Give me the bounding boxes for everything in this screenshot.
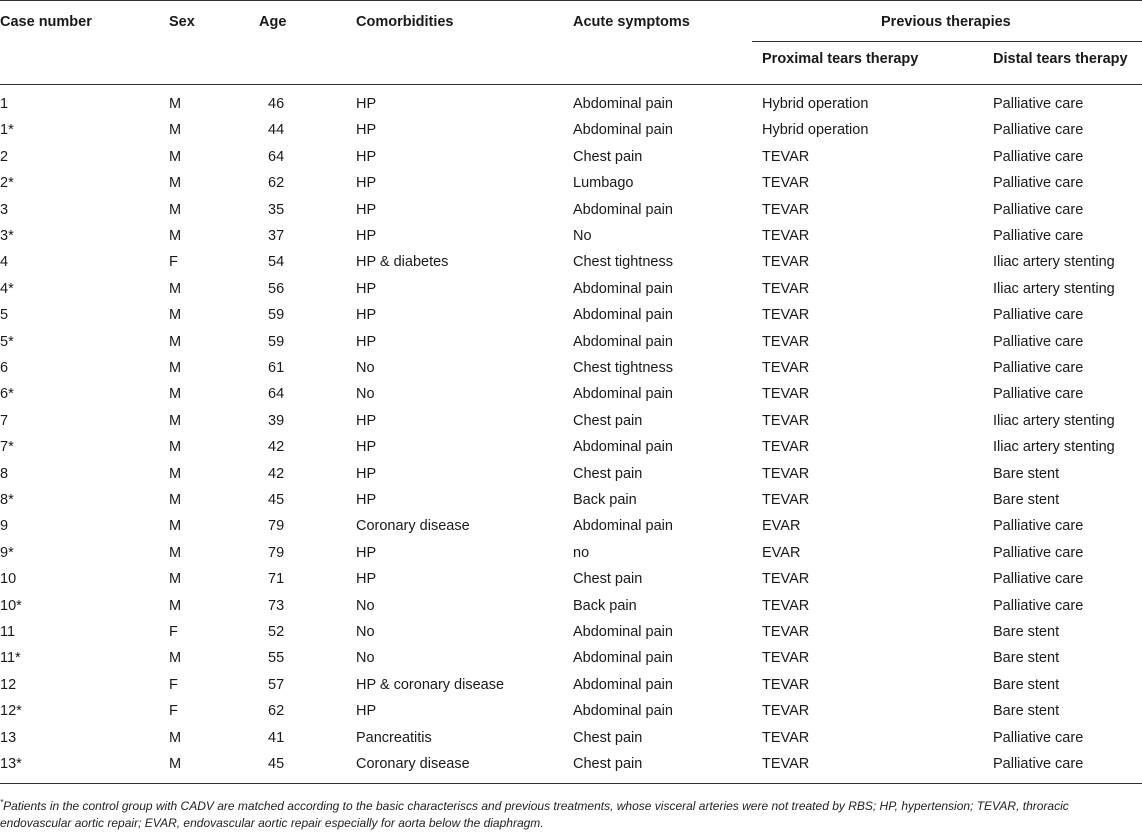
cell-comorbidities: HP [356, 703, 377, 720]
cell-case-number: 5 [0, 307, 9, 324]
cell-proximal-therapy: EVAR [762, 544, 801, 561]
cell-acute-symptoms: Chest pain [573, 148, 643, 165]
cell-proximal-therapy: TEVAR [762, 650, 810, 667]
cell-age: 45 [268, 756, 285, 772]
cell-distal-therapy: Bare stent [993, 492, 1060, 508]
cell-case-number: 11 [0, 624, 16, 640]
header-previous-therapies: Previous therapies [881, 14, 1011, 30]
cell-comorbidities: HP [356, 122, 377, 139]
cell-acute-symptoms: Abdominal pain [573, 96, 673, 112]
cell-distal-therapy: Palliative care [993, 122, 1084, 139]
header-case-number: Case number [0, 14, 92, 30]
cell-distal-therapy: Palliative care [993, 386, 1084, 403]
cell-case-number: 3* [0, 228, 14, 244]
header-distal-therapy: Distal tears therapy [993, 51, 1128, 67]
top-rule [0, 0, 1142, 1]
cell-age: 62 [268, 175, 285, 192]
cell-sex: M [169, 571, 182, 588]
cell-acute-symptoms: Back pain [573, 492, 637, 508]
cell-comorbidities: HP [356, 307, 377, 324]
cell-case-number: 2* [0, 175, 14, 192]
cell-sex: M [169, 439, 182, 456]
cell-comorbidities: HP [356, 412, 377, 429]
cell-age: 55 [268, 650, 285, 667]
cell-age: 79 [268, 544, 285, 561]
cell-case-number: 1* [0, 122, 14, 139]
cell-age: 39 [268, 412, 285, 429]
cell-distal-therapy: Palliative care [993, 96, 1084, 112]
cell-case-number: 6 [0, 360, 9, 376]
cell-proximal-therapy: Hybrid operation [762, 122, 869, 139]
cell-proximal-therapy: EVAR [762, 518, 801, 535]
cell-proximal-therapy: TEVAR [762, 360, 810, 376]
cell-distal-therapy: Iliac artery stenting [993, 280, 1115, 297]
cell-sex: M [169, 465, 182, 482]
cell-sex: M [169, 96, 182, 112]
cell-proximal-therapy: TEVAR [762, 597, 810, 614]
cell-case-number: 13* [0, 756, 22, 772]
cell-proximal-therapy: TEVAR [762, 280, 810, 297]
cell-distal-therapy: Bare stent [993, 703, 1060, 720]
cell-case-number: 2 [0, 148, 9, 165]
cell-age: 57 [268, 676, 285, 693]
header-rule [0, 84, 1142, 85]
cell-proximal-therapy: TEVAR [762, 465, 810, 482]
cell-distal-therapy: Palliative care [993, 544, 1084, 561]
cell-sex: M [169, 756, 182, 772]
cell-proximal-therapy: TEVAR [762, 386, 810, 403]
cell-case-number: 10 [0, 571, 17, 588]
cell-distal-therapy: Iliac artery stenting [993, 412, 1115, 429]
cell-comorbidities: HP [356, 228, 377, 244]
cell-sex: F [169, 703, 178, 720]
cell-sex: M [169, 386, 182, 403]
cell-sex: M [169, 333, 182, 350]
cell-sex: M [169, 492, 182, 508]
cell-sex: F [169, 254, 178, 271]
cell-acute-symptoms: Abdominal pain [573, 201, 673, 218]
cell-comorbidities: HP [356, 201, 377, 218]
cell-distal-therapy: Palliative care [993, 228, 1084, 244]
cell-sex: M [169, 412, 182, 429]
cell-proximal-therapy: TEVAR [762, 254, 810, 271]
cell-distal-therapy: Palliative care [993, 756, 1084, 772]
header-age: Age [259, 14, 287, 30]
cell-distal-therapy: Iliac artery stenting [993, 254, 1115, 271]
cell-distal-therapy: Palliative care [993, 360, 1084, 376]
cell-age: 41 [268, 729, 285, 746]
cell-comorbidities: No [356, 597, 375, 614]
cell-acute-symptoms: Abdominal pain [573, 676, 673, 693]
cell-proximal-therapy: TEVAR [762, 333, 810, 350]
header-comorbidities: Comorbidities [356, 14, 454, 30]
cell-proximal-therapy: TEVAR [762, 676, 810, 693]
cell-proximal-therapy: TEVAR [762, 571, 810, 588]
cell-comorbidities: HP [356, 492, 377, 508]
cell-age: 79 [268, 518, 285, 535]
cell-case-number: 3 [0, 201, 9, 218]
cell-sex: F [169, 624, 178, 640]
cell-case-number: 4* [0, 280, 14, 297]
header-proximal-therapy: Proximal tears therapy [762, 51, 919, 67]
cell-case-number: 9 [0, 518, 9, 535]
cell-comorbidities: HP [356, 280, 377, 297]
cell-case-number: 12* [0, 703, 22, 720]
cell-acute-symptoms: Chest tightness [573, 360, 673, 376]
cell-comorbidities: HP [356, 333, 377, 350]
cell-comorbidities: HP & coronary disease [356, 676, 505, 693]
cell-case-number: 1 [0, 96, 9, 112]
cell-sex: M [169, 597, 182, 614]
cell-case-number: 11* [0, 650, 21, 667]
cell-acute-symptoms: Abdominal pain [573, 518, 673, 535]
cell-age: 61 [268, 360, 285, 376]
cell-age: 54 [268, 254, 285, 271]
footnote [0, 794, 1138, 832]
cell-comorbidities: HP [356, 465, 377, 482]
cell-proximal-therapy: TEVAR [762, 175, 810, 192]
cell-distal-therapy: Palliative care [993, 571, 1084, 588]
cell-case-number: 4 [0, 254, 9, 271]
cell-acute-symptoms: no [573, 544, 590, 561]
cell-case-number: 9* [0, 544, 14, 561]
cell-acute-symptoms: Abdominal pain [573, 333, 673, 350]
cell-age: 37 [268, 228, 285, 244]
cell-acute-symptoms: No [573, 228, 592, 244]
cell-comorbidities: HP [356, 175, 377, 192]
cell-age: 62 [268, 703, 285, 720]
cell-age: 64 [268, 148, 285, 165]
cell-acute-symptoms: Chest pain [573, 465, 643, 482]
cell-case-number: 5* [0, 333, 14, 350]
cell-acute-symptoms: Abdominal pain [573, 439, 673, 456]
cell-proximal-therapy: TEVAR [762, 228, 810, 244]
cell-comorbidities: HP [356, 96, 377, 112]
cell-age: 52 [268, 624, 285, 640]
cell-comorbidities: No [356, 650, 375, 667]
cell-sex: M [169, 175, 182, 192]
cell-distal-therapy: Palliative care [993, 307, 1084, 324]
cell-age: 35 [268, 201, 285, 218]
cell-comorbidities: Coronary disease [356, 518, 470, 535]
footnote-text: Patients in the control group with CADV are matched according to the basic characteriscs and previous treatments, whose visceral arteries were not treated by RBS; HP, hypertension; TEVAR, throracic endovascular aortic repair; EVAR, endovascular aortic repair especially for aorta below the diaphragm. [0, 799, 1069, 830]
cell-proximal-therapy: TEVAR [762, 412, 810, 429]
cell-age: 64 [268, 386, 285, 403]
cell-distal-therapy: Bare stent [993, 676, 1060, 693]
cell-proximal-therapy: TEVAR [762, 492, 810, 508]
cell-comorbidities: HP [356, 439, 377, 456]
cell-case-number: 10* [0, 597, 22, 614]
cell-comorbidities: HP [356, 148, 377, 165]
cell-acute-symptoms: Abdominal pain [573, 280, 673, 297]
cell-distal-therapy: Palliative care [993, 201, 1084, 218]
cell-distal-therapy: Bare stent [993, 465, 1060, 482]
cell-sex: M [169, 122, 182, 139]
cell-acute-symptoms: Abdominal pain [573, 624, 673, 640]
cell-distal-therapy: Palliative care [993, 175, 1084, 192]
cell-age: 42 [268, 465, 285, 482]
header-acute-symptoms: Acute symptoms [573, 14, 690, 30]
header-sex: Sex [169, 14, 195, 30]
cell-age: 44 [268, 122, 285, 139]
cell-comorbidities: Coronary disease [356, 756, 470, 772]
cell-comorbidities: Pancreatitis [356, 729, 432, 746]
cell-comorbidities: No [356, 386, 375, 403]
cell-proximal-therapy: TEVAR [762, 624, 810, 640]
cell-comorbidities: HP [356, 544, 377, 561]
cell-distal-therapy: Palliative care [993, 597, 1084, 614]
cell-sex: M [169, 360, 182, 376]
cell-comorbidities: HP [356, 571, 377, 588]
cell-sex: M [169, 518, 182, 535]
cell-sex: M [169, 148, 182, 165]
cell-age: 73 [268, 597, 285, 614]
cell-sex: M [169, 307, 182, 324]
cell-case-number: 8* [0, 492, 14, 508]
cell-proximal-therapy: TEVAR [762, 756, 810, 772]
cell-age: 45 [268, 492, 285, 508]
cell-sex: M [169, 650, 182, 667]
cell-case-number: 7* [0, 439, 14, 456]
cell-acute-symptoms: Abdominal pain [573, 703, 673, 720]
cell-comorbidities: No [356, 360, 375, 376]
cell-age: 42 [268, 439, 285, 456]
cell-proximal-therapy: TEVAR [762, 439, 810, 456]
cell-comorbidities: No [356, 624, 375, 640]
cell-case-number: 6* [0, 386, 14, 403]
bottom-rule [0, 783, 1142, 784]
cell-acute-symptoms: Chest pain [573, 412, 643, 429]
cell-sex: M [169, 280, 182, 297]
cell-acute-symptoms: Chest pain [573, 571, 643, 588]
cell-distal-therapy: Iliac artery stenting [993, 439, 1115, 456]
cell-acute-symptoms: Lumbago [573, 175, 634, 192]
cell-distal-therapy: Palliative care [993, 148, 1084, 165]
cell-proximal-therapy: TEVAR [762, 148, 810, 165]
cell-proximal-therapy: TEVAR [762, 307, 810, 324]
cell-acute-symptoms: Chest pain [573, 756, 643, 772]
cell-age: 56 [268, 280, 285, 297]
cell-sex: F [169, 676, 178, 693]
cell-distal-therapy: Palliative care [993, 518, 1084, 535]
cell-acute-symptoms: Chest pain [573, 729, 643, 746]
cell-acute-symptoms: Abdominal pain [573, 650, 673, 667]
cell-distal-therapy: Palliative care [993, 333, 1084, 350]
cell-case-number: 7 [0, 412, 9, 429]
cell-age: 46 [268, 96, 285, 112]
cell-sex: M [169, 729, 182, 746]
cell-case-number: 8 [0, 465, 9, 482]
cell-acute-symptoms: Chest tightness [573, 254, 673, 271]
cell-proximal-therapy: TEVAR [762, 703, 810, 720]
footnote-marker: * [0, 798, 4, 807]
cell-distal-therapy: Bare stent [993, 624, 1060, 640]
cell-age: 71 [268, 571, 285, 588]
cell-sex: M [169, 544, 182, 561]
cell-acute-symptoms: Back pain [573, 597, 637, 614]
cell-proximal-therapy: Hybrid operation [762, 96, 869, 112]
cell-proximal-therapy: TEVAR [762, 729, 810, 746]
cell-case-number: 12 [0, 676, 17, 693]
cell-sex: M [169, 201, 182, 218]
cell-proximal-therapy: TEVAR [762, 201, 810, 218]
cell-acute-symptoms: Abdominal pain [573, 386, 673, 403]
cell-age: 59 [268, 333, 285, 350]
cell-distal-therapy: Palliative care [993, 729, 1084, 746]
cell-acute-symptoms: Abdominal pain [573, 122, 673, 139]
cell-acute-symptoms: Abdominal pain [573, 307, 673, 324]
cell-sex: M [169, 228, 182, 244]
cell-distal-therapy: Bare stent [993, 650, 1060, 667]
cell-age: 59 [268, 307, 285, 324]
cell-comorbidities: HP & diabetes [356, 254, 449, 271]
cell-case-number: 13 [0, 729, 17, 746]
therapies-underline [752, 41, 1142, 42]
